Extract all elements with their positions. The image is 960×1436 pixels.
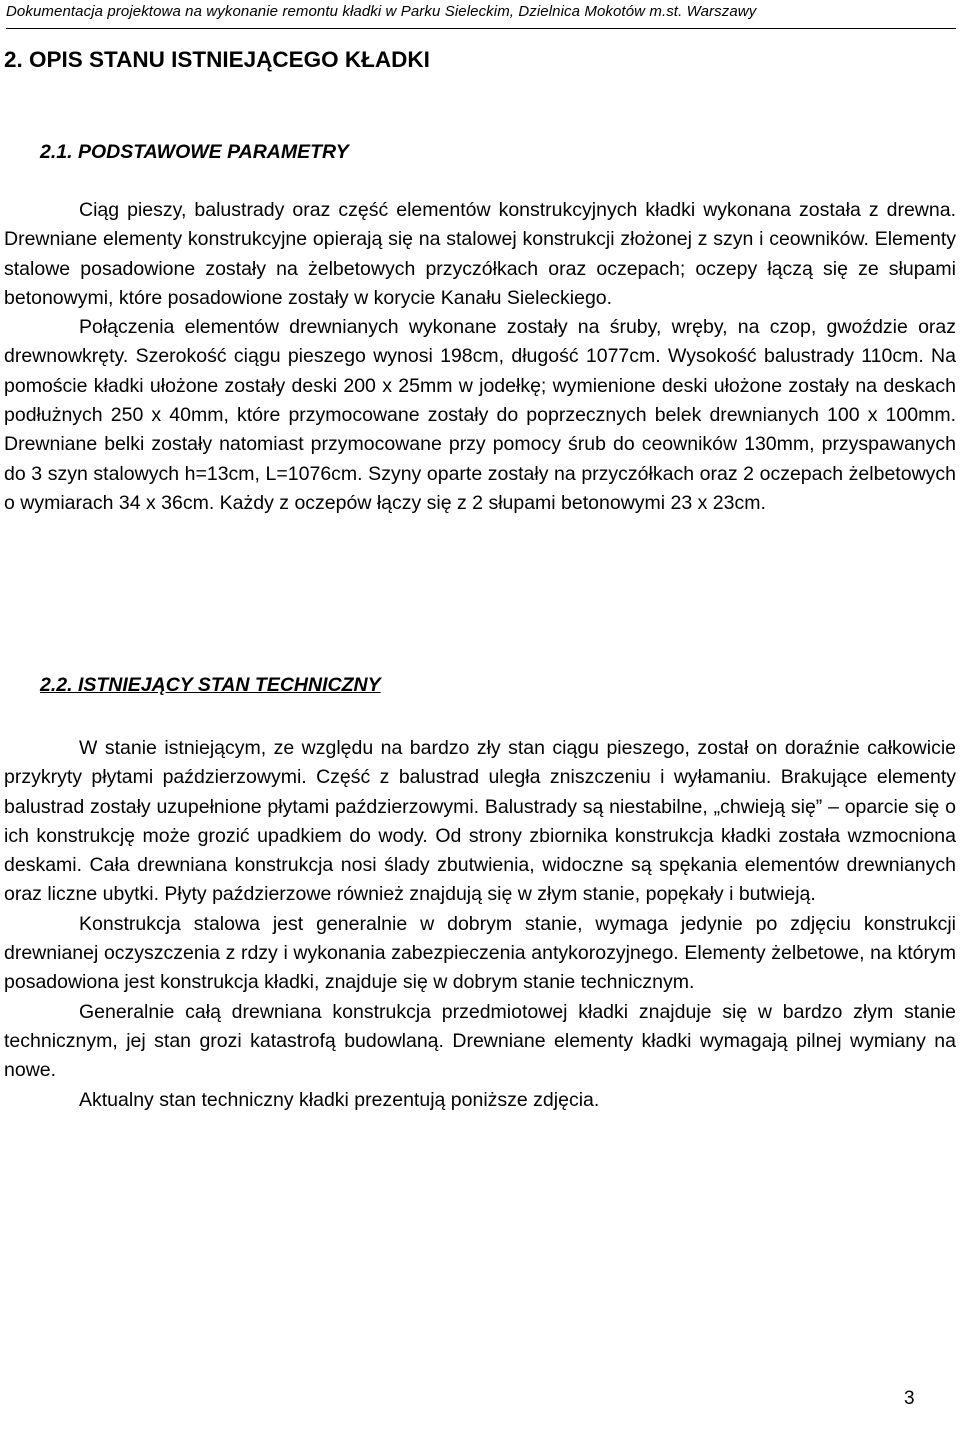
technical-condition-text	[4, 734, 956, 1115]
page-number: 3	[904, 1388, 915, 1409]
paragraph: Ciąg pieszy, balustrady oraz część elementów konstrukcyjnych kładki wykonana została z drewna. Drewniane elementy konstrukcyjne opierają się na stalowej konstrukcji złożonej z szyn i ceowników. Elementy stalowe posadowione zostały na żelbetowych przyczółkach oraz oczepach; oczepy łączą się ze słupami betonowymi, które posadowione zostały w korycie Kanału Sieleckiego.	[4, 199, 956, 309]
paragraph: Połączenia elementów drewnianych wykonane zostały na śruby, wręby, na czop, gwoździe oraz drewnowkręty. Szerokość ciągu pieszego wynosi 198cm, długość 1077cm. Wysokość balustrady 110cm. Na pomoście kładki ułożone zostały deski 200 x 25mm w jodełkę; wymienione deski ułożone zostały na deskach podłużnych 250 x 40mm, które przymocowane zostały do poprzecznych belek drewnianych 100 x 100mm. Drewniane belki zostały natomiast przymocowane przy pomocy śrub do ceowników 130mm, przyspawanych do 3 szyn stalowych h=13cm, L=1076cm. Szyny oparte zostały na przyczółkach oraz 2 oczepach żelbetowych o wymiarach 34 x 36cm. Każdy z oczepów łączy się z 2 słupami betonowymi 23 x 23cm.	[4, 316, 956, 514]
running-header: Dokumentacja projektowa na wykonanie remontu kładki w Parku Sieleckim, Dzielnica Mokotów m.st. Warszawy	[6, 0, 956, 29]
paragraph: W stanie istniejącym, ze względu na bardzo zły stan ciągu pieszego, został on doraźnie całkowicie przykryty płytami paździerzowymi. Część z balustrad uległa zniszczeniu i wyłamaniu. Brakujące elementy balustrad zostały uzupełnione płytami paździerzowymi. Balustrady są niestabilne, „chwieją się” – oparcie się o ich konstrukcję może grozić upadkiem do wody. Od strony zbiornika konstrukcja kładki została wzmocniona deskami. Cała drewniana konstrukcja nosi ślady zbutwienia, widoczne są spękania elementów drewnianych oraz liczne ubytki. Płyty paździerzowe również znajdują się w złym stanie, popękały i butwieją.	[4, 737, 956, 906]
subsection-title-technical-condition: 2.2. ISTNIEJĄCY STAN TECHNICZNY	[40, 674, 381, 696]
paragraph: Konstrukcja stalowa jest generalnie w dobrym stanie, wymaga jedynie po zdjęciu konstrukcji drewnianej oczyszczenia z rdzy i wykonania zabezpieczenia antykorozyjnego. Elementy żelbetowe, na którym posadowiona jest konstrukcja kładki, znajduje się w dobrym stanie technicznym.	[4, 912, 956, 994]
section-title: 2. OPIS STANU ISTNIEJĄCEGO KŁADKI	[4, 47, 430, 72]
basic-parameters-text	[4, 196, 956, 518]
paragraph: Generalnie całą drewniana konstrukcja przedmiotowej kładki znajduje się w bardzo złym stanie technicznym, jej stan grozi katastrofą budowlaną. Drewniane elementy kładki wymagają pilnej wymiany na nowe.	[4, 1000, 956, 1082]
paragraph: Aktualny stan techniczny kładki prezentują poniższe zdjęcia.	[79, 1088, 600, 1111]
subsection-title-basic-parameters: 2.1. PODSTAWOWE PARAMETRY	[40, 141, 349, 163]
